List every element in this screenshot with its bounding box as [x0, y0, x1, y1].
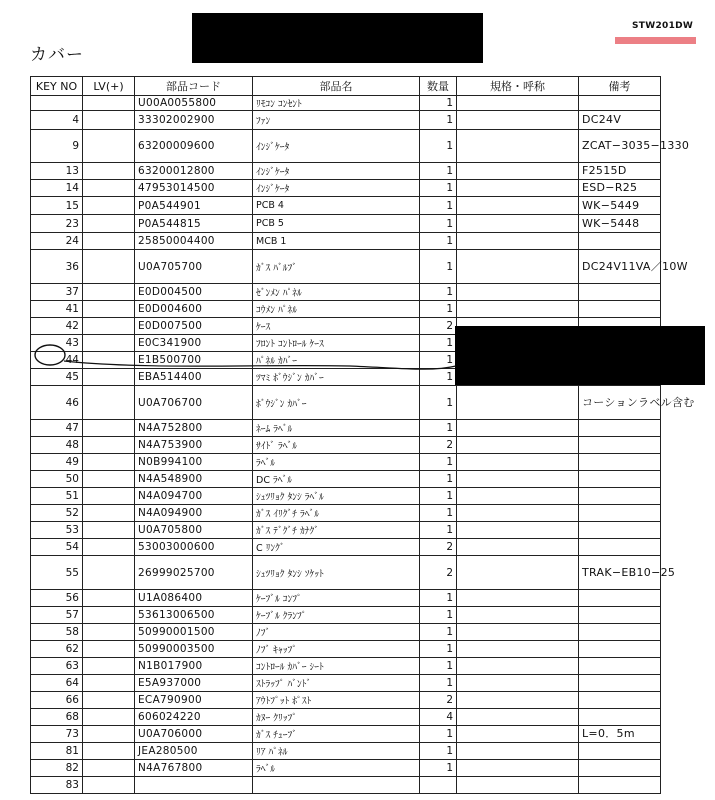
quantity-cell: 1: [420, 369, 457, 386]
part-code-cell: E0D004600: [135, 301, 253, 318]
part-code-cell: 26999025700: [135, 556, 253, 590]
table-row: [31, 301, 661, 318]
spec-cell: [457, 215, 579, 233]
key-no-cell: 47: [31, 420, 83, 437]
remarks-cell: [579, 709, 661, 726]
table-row: [31, 233, 661, 250]
key-no-cell: 66: [31, 692, 83, 709]
lv-cell: [83, 692, 135, 709]
remarks-cell: [579, 437, 661, 454]
lv-cell: [83, 437, 135, 454]
quantity-cell: 1: [420, 130, 457, 163]
part-code-cell: 50990001500: [135, 624, 253, 641]
table-row: [31, 130, 661, 163]
lv-cell: [83, 386, 135, 420]
key-no-cell: 45: [31, 369, 83, 386]
lv-cell: [83, 197, 135, 215]
part-code-cell: ECA790900: [135, 692, 253, 709]
key-no-cell: 41: [31, 301, 83, 318]
part-code-cell: E1B500700: [135, 352, 253, 369]
part-name-cell: ｲﾝｼﾞｹｰﾀ: [253, 130, 420, 163]
key-no-cell: 51: [31, 488, 83, 505]
part-name-cell: ｱｳﾄﾌﾟｯﾄ ﾎﾟｽﾄ: [253, 692, 420, 709]
key-no-cell: 15: [31, 197, 83, 215]
key-no-cell: 46: [31, 386, 83, 420]
key-no-cell: 64: [31, 675, 83, 692]
part-code-cell: E0C341900: [135, 335, 253, 352]
quantity-cell: 1: [420, 163, 457, 180]
lv-cell: [83, 743, 135, 760]
part-code-cell: U0A706700: [135, 386, 253, 420]
part-name-cell: ｺﾝﾄﾛｰﾙ ｶﾊﾞｰ ｼｰﾄ: [253, 658, 420, 675]
table-row: [31, 522, 661, 539]
lv-cell: [83, 539, 135, 556]
remarks-cell: L=0．5m: [579, 726, 661, 743]
key-no-cell: 24: [31, 233, 83, 250]
part-name-cell: ﾗﾍﾞﾙ: [253, 760, 420, 777]
part-name-cell: ｲﾝｼﾞｹｰﾀ: [253, 163, 420, 180]
part-name-cell: ｶﾇｰ ｸﾘｯﾌﾟ: [253, 709, 420, 726]
remarks-cell: WK−5449: [579, 197, 661, 215]
lv-cell: [83, 760, 135, 777]
key-no-cell: 13: [31, 163, 83, 180]
key-no-cell: [31, 96, 83, 111]
remarks-cell: [579, 471, 661, 488]
part-name-cell: ｾﾞﾝﾒﾝ ﾊﾟﾈﾙ: [253, 284, 420, 301]
key-no-cell: 50: [31, 471, 83, 488]
key-no-cell: 37: [31, 284, 83, 301]
part-code-cell: E5A937000: [135, 675, 253, 692]
part-name-cell: ｶﾞｽ ﾁｭｰﾌﾞ: [253, 726, 420, 743]
key-no-cell: 36: [31, 250, 83, 284]
table-row: [31, 215, 661, 233]
remarks-cell: F2515D: [579, 163, 661, 180]
part-name-cell: ｶﾞｽ ﾊﾞﾙﾌﾞ: [253, 250, 420, 284]
table-row: [31, 471, 661, 488]
quantity-cell: 1: [420, 111, 457, 130]
part-name-cell: ｲﾝｼﾞｹｰﾀ: [253, 180, 420, 197]
lv-cell: [83, 111, 135, 130]
remarks-cell: [579, 760, 661, 777]
key-no-cell: 58: [31, 624, 83, 641]
key-no-cell: 4: [31, 111, 83, 130]
quantity-cell: 1: [420, 760, 457, 777]
spec-cell: [457, 539, 579, 556]
remarks-cell: [579, 454, 661, 471]
part-name-cell: PCB 5: [253, 215, 420, 233]
remarks-cell: [579, 539, 661, 556]
part-code-cell: 25850004400: [135, 233, 253, 250]
lv-cell: [83, 250, 135, 284]
spec-cell: [457, 522, 579, 539]
quantity-cell: 2: [420, 437, 457, 454]
table-row: [31, 743, 661, 760]
part-code-cell: P0A544815: [135, 215, 253, 233]
spec-cell: [457, 624, 579, 641]
part-code-cell: U1A086400: [135, 590, 253, 607]
remarks-cell: [579, 505, 661, 522]
quantity-cell: 2: [420, 556, 457, 590]
quantity-cell: 2: [420, 692, 457, 709]
key-no-cell: 14: [31, 180, 83, 197]
spec-cell: [457, 471, 579, 488]
quantity-cell: 1: [420, 641, 457, 658]
spec-cell: [457, 658, 579, 675]
quantity-cell: 1: [420, 743, 457, 760]
part-name-cell: ﾘﾓｺﾝ ｺﾝｾﾝﾄ: [253, 96, 420, 111]
table-row: [31, 726, 661, 743]
part-code-cell: N4A548900: [135, 471, 253, 488]
key-no-cell: 52: [31, 505, 83, 522]
part-name-cell: C ﾘﾝｸﾞ: [253, 539, 420, 556]
spec-cell: [457, 386, 579, 420]
spec-cell: [457, 607, 579, 624]
table-row: [31, 488, 661, 505]
quantity-cell: 1: [420, 658, 457, 675]
quantity-cell: 1: [420, 726, 457, 743]
part-code-cell: U0A706000: [135, 726, 253, 743]
quantity-cell: 1: [420, 471, 457, 488]
part-code-cell: 47953014500: [135, 180, 253, 197]
key-no-cell: 57: [31, 607, 83, 624]
key-no-cell: 43: [31, 335, 83, 352]
spec-cell: [457, 180, 579, 197]
quantity-cell: 1: [420, 301, 457, 318]
spec-cell: [457, 777, 579, 794]
spec-cell: [457, 284, 579, 301]
quantity-cell: 1: [420, 624, 457, 641]
part-name-cell: ﾗﾍﾞﾙ: [253, 454, 420, 471]
table-row: [31, 180, 661, 197]
key-no-cell: 56: [31, 590, 83, 607]
table-row: [31, 420, 661, 437]
table-row: [31, 197, 661, 215]
column-header-spec: 規格・呼称: [457, 77, 579, 96]
spec-cell: [457, 692, 579, 709]
lv-cell: [83, 624, 135, 641]
part-name-cell: ｽﾄﾗｯﾌﾟ ﾊﾞﾝﾄﾞ: [253, 675, 420, 692]
part-code-cell: 63200009600: [135, 130, 253, 163]
remarks-cell: [579, 420, 661, 437]
remarks-cell: DC24V11VA／10W: [579, 250, 661, 284]
part-code-cell: EBA514400: [135, 369, 253, 386]
page-title: カバー: [30, 45, 84, 65]
part-name-cell: ﾂﾏﾐ ﾎﾞｳｼﾞﾝ ｶﾊﾞｰ: [253, 369, 420, 386]
table-row: [31, 658, 661, 675]
quantity-cell: 1: [420, 607, 457, 624]
lv-cell: [83, 215, 135, 233]
key-no-cell: 62: [31, 641, 83, 658]
key-no-cell: 55: [31, 556, 83, 590]
lv-cell: [83, 420, 135, 437]
quantity-cell: 1: [420, 454, 457, 471]
part-code-cell: 606024220: [135, 709, 253, 726]
spec-cell: [457, 454, 579, 471]
quantity-cell: 2: [420, 539, 457, 556]
spec-cell: [457, 488, 579, 505]
table-row: [31, 111, 661, 130]
quantity-cell: 1: [420, 522, 457, 539]
table-row: [31, 437, 661, 454]
remarks-cell: WK−5448: [579, 215, 661, 233]
column-header-lv: LV(+): [83, 77, 135, 96]
part-code-cell: JEA280500: [135, 743, 253, 760]
lv-cell: [83, 641, 135, 658]
lv-cell: [83, 180, 135, 197]
table-row: [31, 284, 661, 301]
quantity-cell: 1: [420, 352, 457, 369]
key-no-cell: 83: [31, 777, 83, 794]
part-code-cell: P0A544901: [135, 197, 253, 215]
remarks-cell: [579, 96, 661, 111]
spec-cell: [457, 709, 579, 726]
quantity-cell: 1: [420, 505, 457, 522]
quantity-cell: 4: [420, 709, 457, 726]
part-name-cell: ｹｰｽ: [253, 318, 420, 335]
spec-cell: [457, 301, 579, 318]
lv-cell: [83, 352, 135, 369]
spec-cell: [457, 743, 579, 760]
remarks-cell: [579, 777, 661, 794]
spec-cell: [457, 641, 579, 658]
remarks-cell: [579, 284, 661, 301]
part-name-cell: ﾊﾟﾈﾙ ｶﾊﾞｰ: [253, 352, 420, 369]
part-code-cell: N4A753900: [135, 437, 253, 454]
part-code-cell: N4A094900: [135, 505, 253, 522]
part-name-cell: ﾌｧﾝ: [253, 111, 420, 130]
part-code-cell: N4A767800: [135, 760, 253, 777]
part-code-cell: 50990003500: [135, 641, 253, 658]
table-header-row: [31, 77, 661, 96]
spec-cell: [457, 96, 579, 111]
remarks-cell: [579, 301, 661, 318]
remarks-cell: ZCAT−3035−1330: [579, 130, 661, 163]
remarks-cell: [579, 522, 661, 539]
key-no-cell: 42: [31, 318, 83, 335]
remarks-cell: ESD−R25: [579, 180, 661, 197]
spec-cell: [457, 163, 579, 180]
part-name-cell: ｶﾞｽ ｲﾘｸﾞﾁ ﾗﾍﾞﾙ: [253, 505, 420, 522]
lv-cell: [83, 454, 135, 471]
lv-cell: [83, 318, 135, 335]
table-row: [31, 386, 661, 420]
lv-cell: [83, 709, 135, 726]
table-row: [31, 96, 661, 111]
part-name-cell: ｶﾞｽ ﾃﾞｸﾞﾁ ｶﾅｸﾞ: [253, 522, 420, 539]
quantity-cell: 1: [420, 488, 457, 505]
lv-cell: [83, 590, 135, 607]
lv-cell: [83, 96, 135, 111]
column-header-part-name: 部品名: [253, 77, 420, 96]
remarks-cell: [579, 675, 661, 692]
key-no-cell: 82: [31, 760, 83, 777]
lv-cell: [83, 130, 135, 163]
part-code-cell: U00A0055800: [135, 96, 253, 111]
lv-cell: [83, 505, 135, 522]
table-row: [31, 556, 661, 590]
table-row: [31, 692, 661, 709]
column-header-key-no: KEY NO: [31, 77, 83, 96]
quantity-cell: [420, 777, 457, 794]
lv-cell: [83, 284, 135, 301]
part-code-cell: E0D007500: [135, 318, 253, 335]
key-no-cell: 54: [31, 539, 83, 556]
quantity-cell: 1: [420, 335, 457, 352]
key-no-cell: 73: [31, 726, 83, 743]
quantity-cell: 1: [420, 420, 457, 437]
key-no-cell: 81: [31, 743, 83, 760]
column-header-remarks: 備考: [579, 77, 661, 96]
lv-cell: [83, 488, 135, 505]
spec-cell: [457, 130, 579, 163]
remarks-cell: [579, 624, 661, 641]
table-row: [31, 607, 661, 624]
table-row: [31, 777, 661, 794]
lv-cell: [83, 726, 135, 743]
key-no-cell: 9: [31, 130, 83, 163]
table-row: [31, 505, 661, 522]
part-code-cell: U0A705800: [135, 522, 253, 539]
spec-cell: [457, 437, 579, 454]
part-name-cell: ﾉﾌﾞ: [253, 624, 420, 641]
part-code-cell: 53613006500: [135, 607, 253, 624]
highlight-mark: [615, 37, 696, 44]
quantity-cell: 1: [420, 250, 457, 284]
lv-cell: [83, 522, 135, 539]
part-code-cell: 63200012800: [135, 163, 253, 180]
remarks-cell: コーションラベル含む: [579, 386, 661, 420]
redaction-block: [455, 326, 705, 385]
remarks-cell: DC24V: [579, 111, 661, 130]
quantity-cell: 1: [420, 675, 457, 692]
quantity-cell: 1: [420, 197, 457, 215]
part-name-cell: PCB 4: [253, 197, 420, 215]
spec-cell: [457, 726, 579, 743]
part-name-cell: ｹｰﾌﾞﾙ ｸﾗﾝﾌﾟ: [253, 607, 420, 624]
lv-cell: [83, 233, 135, 250]
lv-cell: [83, 163, 135, 180]
quantity-cell: 1: [420, 215, 457, 233]
spec-cell: [457, 760, 579, 777]
key-no-cell: 48: [31, 437, 83, 454]
part-name-cell: ﾌﾛﾝﾄ ｺﾝﾄﾛｰﾙ ｹｰｽ: [253, 335, 420, 352]
lv-cell: [83, 471, 135, 488]
part-name-cell: MCB 1: [253, 233, 420, 250]
remarks-cell: [579, 233, 661, 250]
part-code-cell: N1B017900: [135, 658, 253, 675]
remarks-cell: [579, 743, 661, 760]
spec-cell: [457, 505, 579, 522]
part-name-cell: ｼｭﾂﾘｮｸ ﾀﾝｼ ｿｹｯﾄ: [253, 556, 420, 590]
part-name-cell: [253, 777, 420, 794]
lv-cell: [83, 607, 135, 624]
table-row: [31, 709, 661, 726]
quantity-cell: 1: [420, 386, 457, 420]
remarks-cell: [579, 488, 661, 505]
spec-cell: [457, 233, 579, 250]
key-no-cell: 53: [31, 522, 83, 539]
lv-cell: [83, 556, 135, 590]
table-row: [31, 539, 661, 556]
spec-cell: [457, 111, 579, 130]
column-header-part-code: 部品コード: [135, 77, 253, 96]
part-code-cell: N4A752800: [135, 420, 253, 437]
part-name-cell: ｼｭﾂﾘｮｸ ﾀﾝｼ ﾗﾍﾞﾙ: [253, 488, 420, 505]
quantity-cell: 1: [420, 96, 457, 111]
table-row: [31, 590, 661, 607]
part-name-cell: ｻｲﾄﾞ ﾗﾍﾞﾙ: [253, 437, 420, 454]
part-name-cell: ﾉﾌﾞ ｷｬｯﾌﾟ: [253, 641, 420, 658]
table-row: [31, 641, 661, 658]
lv-cell: [83, 335, 135, 352]
lv-cell: [83, 777, 135, 794]
table-row: [31, 250, 661, 284]
quantity-cell: 1: [420, 284, 457, 301]
remarks-cell: TRAK−EB10−25: [579, 556, 661, 590]
table-row: [31, 675, 661, 692]
part-name-cell: ﾘｱ ﾊﾟﾈﾙ: [253, 743, 420, 760]
part-code-cell: N4A094700: [135, 488, 253, 505]
remarks-cell: [579, 641, 661, 658]
spec-cell: [457, 590, 579, 607]
spec-cell: [457, 197, 579, 215]
column-header-quantity: 数量: [420, 77, 457, 96]
part-code-cell: 53003000600: [135, 539, 253, 556]
part-code-cell: N0B994100: [135, 454, 253, 471]
part-name-cell: DC ﾗﾍﾞﾙ: [253, 471, 420, 488]
part-name-cell: ﾈｰﾑ ﾗﾍﾞﾙ: [253, 420, 420, 437]
spec-cell: [457, 556, 579, 590]
part-name-cell: ﾎﾞｳｼﾞﾝ ｶﾊﾞｰ: [253, 386, 420, 420]
redaction-block: [192, 13, 483, 63]
lv-cell: [83, 675, 135, 692]
part-name-cell: ｹｰﾌﾞﾙ ｺﾝﾌﾟ: [253, 590, 420, 607]
parts-table: [30, 76, 695, 794]
lv-cell: [83, 658, 135, 675]
table-row: [31, 454, 661, 471]
key-no-cell: 63: [31, 658, 83, 675]
key-no-cell: 44: [31, 352, 83, 369]
key-no-cell: 49: [31, 454, 83, 471]
key-no-cell: 68: [31, 709, 83, 726]
key-no-cell: 23: [31, 215, 83, 233]
remarks-cell: [579, 607, 661, 624]
table-row: [31, 624, 661, 641]
lv-cell: [83, 369, 135, 386]
part-code-cell: [135, 777, 253, 794]
quantity-cell: 1: [420, 180, 457, 197]
remarks-cell: [579, 590, 661, 607]
model-code: STW201DW: [632, 21, 694, 31]
spec-cell: [457, 420, 579, 437]
part-code-cell: E0D004500: [135, 284, 253, 301]
lv-cell: [83, 301, 135, 318]
spec-cell: [457, 250, 579, 284]
part-name-cell: ｺｳﾒﾝ ﾊﾟﾈﾙ: [253, 301, 420, 318]
quantity-cell: 1: [420, 590, 457, 607]
part-code-cell: 33302002900: [135, 111, 253, 130]
table-row: [31, 163, 661, 180]
part-code-cell: U0A705700: [135, 250, 253, 284]
spec-cell: [457, 675, 579, 692]
quantity-cell: 1: [420, 233, 457, 250]
remarks-cell: [579, 692, 661, 709]
remarks-cell: [579, 658, 661, 675]
quantity-cell: 2: [420, 318, 457, 335]
table-row: [31, 760, 661, 777]
